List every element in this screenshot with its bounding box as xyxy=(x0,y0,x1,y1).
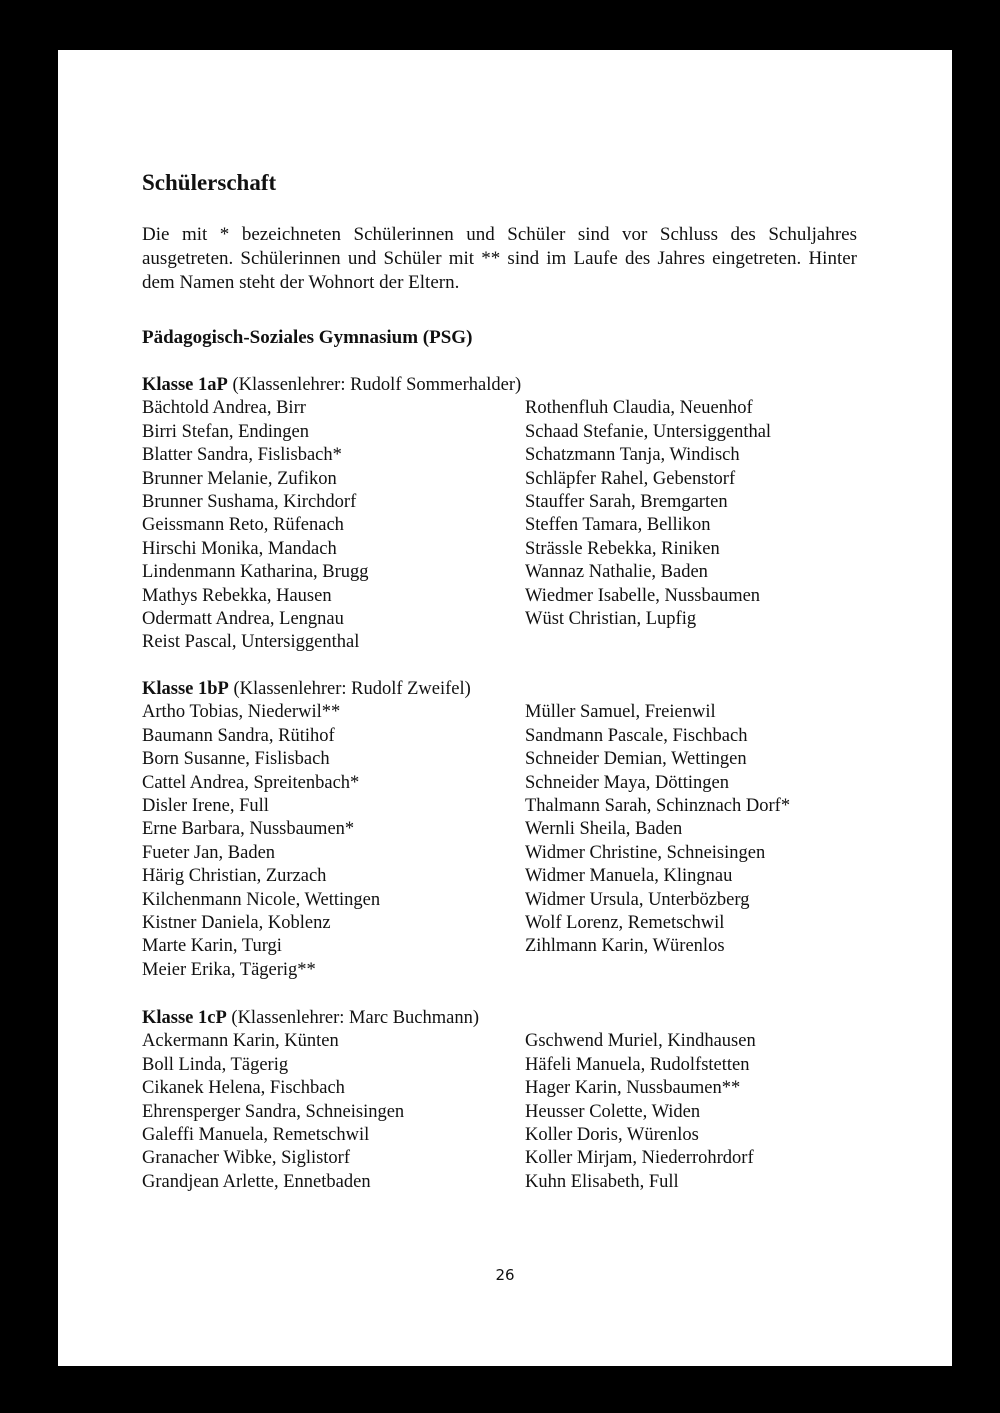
page-number: 26 xyxy=(495,1266,515,1284)
student-entry: Thalmann Sarah, Schinznach Dorf* xyxy=(525,795,791,816)
student-entry: Häfeli Manuela, Rudolfstetten xyxy=(525,1054,750,1075)
student-entry: Härig Christian, Zurzach xyxy=(142,866,327,887)
student-list-left xyxy=(142,1030,404,1194)
student-entry: Galeffi Manuela, Remetschwil xyxy=(142,1124,370,1145)
student-entry: Steffen Tamara, Bellikon xyxy=(525,515,711,536)
student-entry: Kilchenmann Nicole, Wettingen xyxy=(142,889,381,910)
student-entry: Hirschi Monika, Mandach xyxy=(142,538,337,559)
student-entry xyxy=(525,678,790,701)
student-entry: Cikanek Helena, Fischbach xyxy=(142,1078,345,1099)
page-title: Schülerschaft xyxy=(142,170,277,195)
class-section-1bp xyxy=(142,678,882,980)
student-entry: Marte Karin, Turgi xyxy=(142,936,282,957)
student-list-left xyxy=(142,701,380,982)
student-entry: Wannaz Nathalie, Baden xyxy=(525,562,708,583)
student-entry: Stauffer Sarah, Bremgarten xyxy=(525,491,728,512)
student-entry: Rothenfluh Claudia, Neuenhof xyxy=(525,398,753,419)
student-entry: Brunner Sushama, Kirchdorf xyxy=(142,491,357,512)
student-entry: Born Susanne, Fislisbach xyxy=(142,749,330,770)
class-teacher: (Klassenlehrer: Marc Buchmann) xyxy=(231,1008,480,1028)
student-entry: Wernli Sheila, Baden xyxy=(525,819,683,840)
student-entry: Ehrensperger Sandra, Schneisingen xyxy=(142,1101,405,1122)
student-entry: Schläpfer Rahel, Gebenstorf xyxy=(525,468,736,489)
student-entry: Boll Linda, Tägerig xyxy=(142,1054,289,1075)
student-entry: Koller Doris, Würenlos xyxy=(525,1124,699,1145)
student-entry: Hager Karin, Nussbaumen** xyxy=(525,1078,741,1099)
student-entry: Artho Tobias, Niederwil** xyxy=(142,702,341,723)
student-entry: Blatter Sandra, Fislisbach* xyxy=(142,445,342,466)
student-list-right xyxy=(525,397,771,631)
student-entry: Widmer Ursula, Unterbözberg xyxy=(525,889,750,910)
class-name: Klasse 1aP xyxy=(142,375,228,395)
student-entry: Müller Samuel, Freienwil xyxy=(525,702,716,723)
class-header xyxy=(142,1007,882,1030)
student-entry: Disler Irene, Full xyxy=(142,795,269,816)
student-entry: Wüst Christian, Lupfig xyxy=(525,608,697,629)
student-entry: Wolf Lorenz, Remetschwil xyxy=(525,912,725,933)
student-entry: Zihlmann Karin, Würenlos xyxy=(525,936,725,957)
class-header xyxy=(142,374,882,397)
student-entry: Lindenmann Katharina, Brugg xyxy=(142,562,369,583)
student-entry: Cattel Andrea, Spreitenbach* xyxy=(142,772,360,793)
student-entry: Wiedmer Isabelle, Nussbaumen xyxy=(525,585,761,606)
class-teacher: (Klassenlehrer: Rudolf Sommerhalder) xyxy=(232,375,522,395)
student-entry: Grandjean Arlette, Ennetbaden xyxy=(142,1171,371,1192)
student-entry: Kistner Daniela, Koblenz xyxy=(142,912,331,933)
student-entry: Kuhn Elisabeth, Full xyxy=(525,1171,679,1192)
student-entry: Geissmann Reto, Rüfenach xyxy=(142,515,344,536)
student-entry: Strässle Rebekka, Riniken xyxy=(525,538,720,559)
class-section-1cp xyxy=(142,1007,882,1192)
student-entry: Baumann Sandra, Rütihof xyxy=(142,725,335,746)
student-entry: Sandmann Pascale, Fischbach xyxy=(525,725,748,746)
student-entry: Koller Mirjam, Niederrohrdorf xyxy=(525,1148,754,1169)
student-list-right xyxy=(525,678,790,959)
student-entry: Brunner Melanie, Zufikon xyxy=(142,468,337,489)
student-entry xyxy=(525,1007,756,1030)
student-entry: Mathys Rebekka, Hausen xyxy=(142,585,332,606)
student-entry: Widmer Christine, Schneisingen xyxy=(525,842,766,863)
student-entry: Schaad Stefanie, Untersiggenthal xyxy=(525,421,772,442)
student-entry: Bächtold Andrea, Birr xyxy=(142,398,306,419)
student-entry: Meier Erika, Tägerig** xyxy=(142,959,316,980)
student-entry: Birri Stefan, Endingen xyxy=(142,421,309,442)
student-entry: Erne Barbara, Nussbaumen* xyxy=(142,819,355,840)
student-entry: Granacher Wibke, Siglistorf xyxy=(142,1148,351,1169)
student-entry: Fueter Jan, Baden xyxy=(142,842,276,863)
class-section-1ap xyxy=(142,374,882,653)
intro-paragraph: Die mit * bezeichneten Schülerinnen und Schüler sind vor Schluss des Schuljahres ausgetreten. Schülerinnen und Schüler mit ** sind im Laufe des Jahres eingetreten. Hinter dem Namen steht der Wohnort der Eltern. xyxy=(142,224,857,293)
document-page xyxy=(58,50,952,1366)
student-entry: Widmer Manuela, Klingnau xyxy=(525,866,733,887)
student-entry: Odermatt Andrea, Lengnau xyxy=(142,608,344,629)
student-entry: Schneider Demian, Wettingen xyxy=(525,749,747,770)
student-entry: Gschwend Muriel, Kindhausen xyxy=(525,1031,756,1052)
student-entry: Reist Pascal, Untersiggenthal xyxy=(142,632,360,653)
student-entry: Heusser Colette, Widen xyxy=(525,1101,701,1122)
student-entry: Ackermann Karin, Künten xyxy=(142,1031,339,1052)
student-list-right xyxy=(525,1007,756,1194)
student-entry: Schneider Maya, Döttingen xyxy=(525,772,729,793)
class-name: Klasse 1cP xyxy=(142,1008,227,1028)
school-heading: Pädagogisch-Soziales Gymnasium (PSG) xyxy=(142,327,473,348)
class-teacher: (Klassenlehrer: Rudolf Zweifel) xyxy=(233,679,471,699)
class-name: Klasse 1bP xyxy=(142,679,229,699)
student-entry: Schatzmann Tanja, Windisch xyxy=(525,445,740,466)
student-list-left xyxy=(142,397,369,654)
